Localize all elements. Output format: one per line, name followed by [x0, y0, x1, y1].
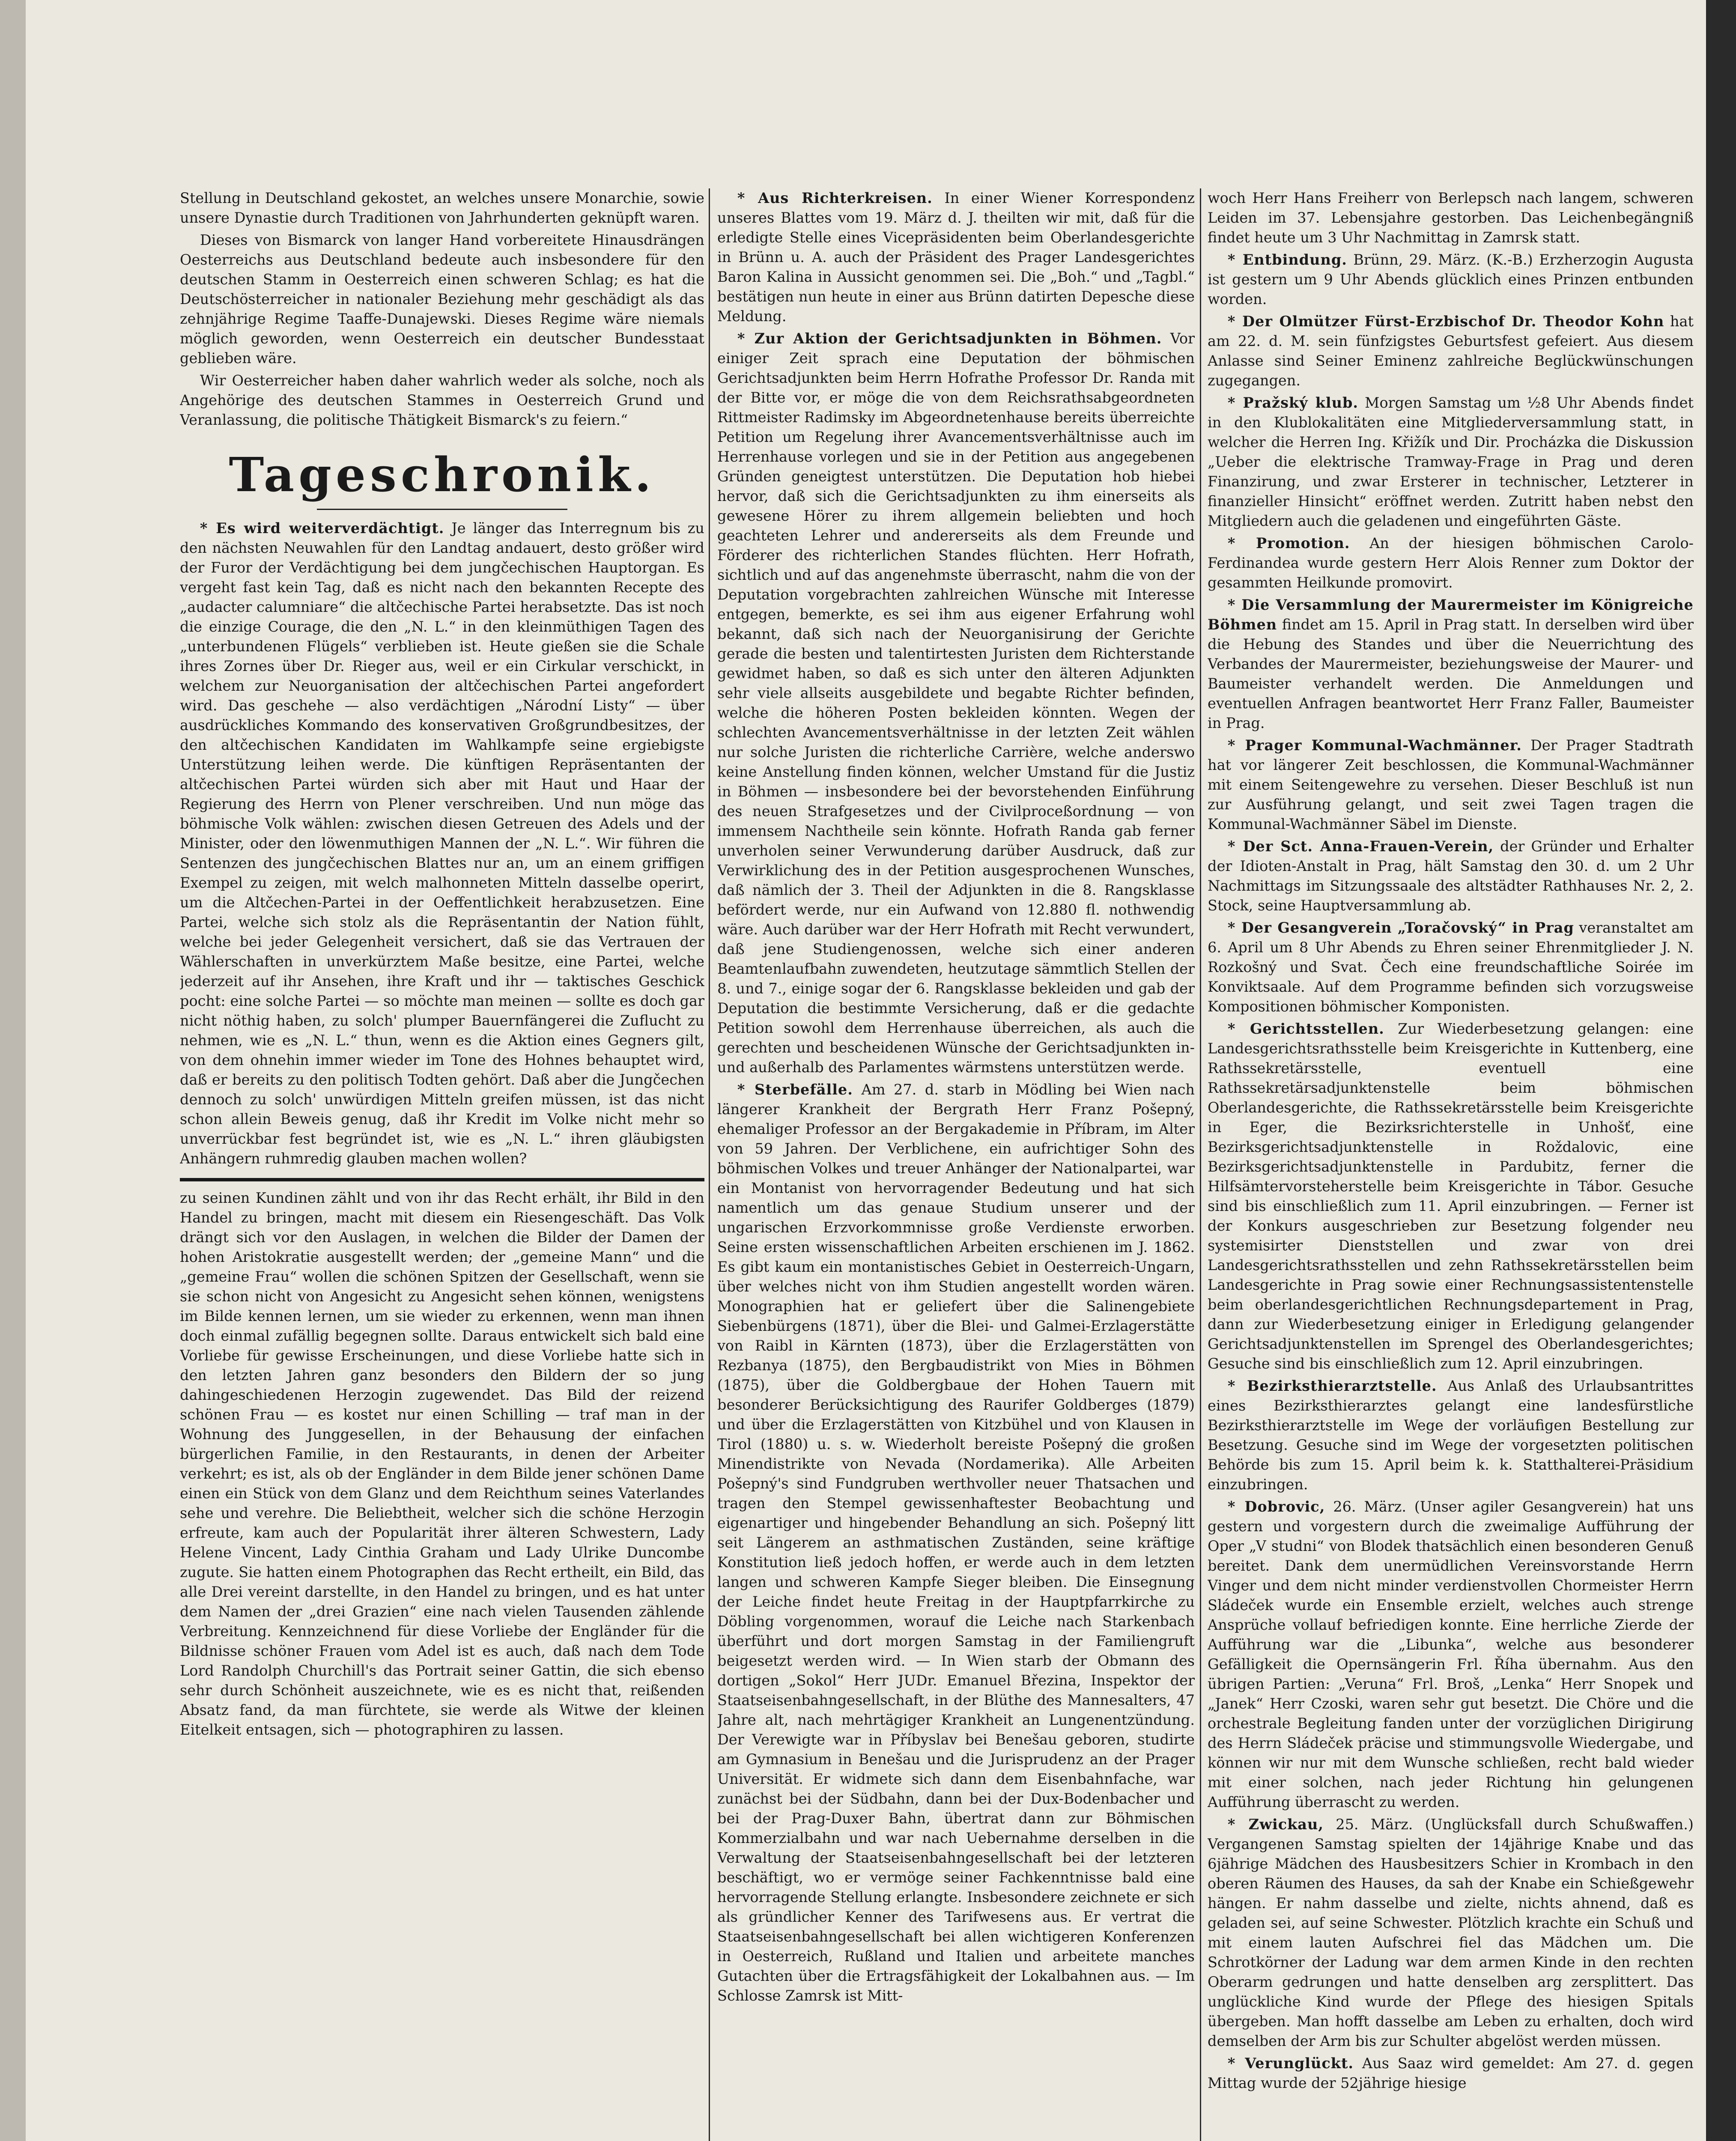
scan-edge-right — [1706, 0, 1736, 2141]
article-text: Am 27. d. starb in Mödling bei Wien nach längerer Krankheit der Bergrath Herr Franz Pošepný, ehemaliger Professor an der Bergakademie in Příbram, im Alter von 59 Jahren. Der Verblichene, ein aufrichtiger Sohn des böhmischen Volkes und treuer Anhänger der Nationalpartei, war ein Montanist von hervorragender Bedeutung und hat sich namentlich um das genaue Studium unserer und der ungarischen Erzvorkommnisse große Verdienste erworben. Seine ersten wissenschaftlichen Arbeiten erschienen im J. 1862. Es gibt kaum ein montanistisches Gebiet in Oesterreich-Ungarn, über welches nicht von ihm Studien angestellt worden wären. Monographien hat er geliefert über die Salinengebiete Siebenbürgens (1871), über die Blei- und Galmei-Erzlagerstätte von Raibl in Kärnten (1873), über die Erzlagerstätten von Rezbanya (1875), den Bergbaudistrikt von Mies in Böhmen (1875), über die Goldbergbaue der Hohen Tauern mit besonderer Berücksichtigung des Raurifer Goldberges (1879) und über die Erzlagerstätten von Kitzbühel und von Klausen in Tirol (1880) u. s. w. Wiederholt bereiste Pošepný die großen Minendistrikte von Nevada (Nordamerika). Alle Arbeiten Pošepný's sind Fundgruben werthvoller neuer Thatsachen und tragen den Stempel gewissenhaftester Beobachtung und eigenartiger und hingebender Behandlung an sich. Pošepný litt seit Längerem an asthmatischen Zuständen, seine kräftige Konstitution ließ jedoch hoffen, er werde auch in dem letzten langen und schweren Kampfe Sieger bleiben. Die Einsegnung der Leiche findet heute Freitag in der Hauptpfarrkirche zu Döbling vorgenommen, worauf die Leiche nach Starkenbach überführt und dort morgen Samstag in der Familiengruft beigesetzt werden wird. — In Wien starb der Obmann des dortigen „Sokol“ Herr JUDr. Emanuel Březina, Inspektor der Staatseisenbahngesellschaft, in der Blüthe des Mannesalters, 47 Jahre alt, nach mehrtägiger Krankheit an Lungenentzündung. Der Verewigte war in Příbyslav bei Benešau geboren, studirte am Gymnasium in Benešau und die Jurisprudenz an der Prager Universität. Er widmete sich dann dem Eisenbahnfache, war zunächst bei der Südbahn, dann bei der Dux-Bodenbacher und bei der Prag-Duxer Bahn, übertrat dann zur Böhmischen Kommerzialbahn und war nach Uebernahme derselben in die Verwaltung der Staatseisenbahngesellschaft bei der letzteren beschäftigt, wo er vermöge seiner Fachkenntnisse bald eine hervorragende Stellung erlangte. Insbesondere zeichnete er sich als gründlicher Kenner des Tarifwesens aus. Er vertrat die Staatseisenbahngesellschaft bei allen wichtigeren Konferenzen in Oesterreich, Rußland und Italien und arbeitete manches Gutachten über die Ertragsfähigkeit der Lokalbahnen aus. — Im Schlosse Zamrsk ist Mitt- — [717, 1081, 1195, 2004]
article — [1208, 393, 1694, 531]
article-text: Brünn, 29. März. (K.-B.) Erzherzogin Augusta ist gestern um 9 Uhr Abends glücklich eines Prinzen entbunden worden. — [1208, 251, 1694, 307]
article — [1208, 250, 1694, 309]
paragraph: Wir Oesterreicher haben daher wahrlich weder als solche, noch als Angehörige des deutschen Stammes in Oesterreich Grund und Veranlassung, die politische Thätigkeit Bismarck's zu feiern.“ — [180, 372, 704, 428]
article-lead: * Promotion. — [1227, 535, 1350, 552]
article-lead: * Pražský klub. — [1227, 394, 1359, 411]
article — [1208, 736, 1694, 834]
section-heading — [180, 447, 704, 510]
article-lead: * Entbindung. — [1227, 251, 1347, 268]
article-lead: * Zwickau, — [1227, 1816, 1324, 1833]
article-text: In einer Wiener Korrespondenz unseres Blattes vom 19. März d. J. theilten wir mit, daß für die erledigte Stelle eines Vicepräsidenten beim Oberlandesgerichte in Brünn u. A. auch der Präsident des Prager Landesgerichtes Baron Kalina in Aussicht genommen sei. Die „Boh.“ und „Tagbl.“ bestätigen nun heute in einer aus Brünn datirten Depesche diese Meldung. — [717, 190, 1195, 325]
column-rule-2 — [1200, 188, 1201, 2141]
separator-rule — [180, 1178, 704, 1181]
article — [1208, 1376, 1694, 1494]
article — [717, 188, 1195, 326]
article — [1208, 837, 1694, 915]
paragraph: woch Herr Hans Freiherr von Berlepsch nach langem, schweren Leiden im 37. Lebensjahre gestorben. Das Leichenbegängniß findet heute um 3 Uhr Nachmittag in Zamrsk statt. — [1208, 190, 1694, 246]
article-text: veranstaltet am 6. April um 8 Uhr Abends zu Ehren seiner Ehrenmitglieder J. N. Rozkošný und Svat. Čech eine freundschaftliche Soirée im Konviktsaale. Auf dem Programme befinden sich vorzugsweise Kompositionen böhmischer Komponisten. — [1208, 919, 1694, 1015]
article-text: Morgen Samstag um ½8 Uhr Abends findet in den Klublokalitäten eine Mitgliederversammlung statt, in welcher die Herren Ing. Křižík und Dir. Procházka die Diskussion „Ueber die elektrische Tramway-Frage in Prag und deren Finanzirung, und zwar Ersterer in technischer, Letzterer in finanzieller Hinsicht“ eröffnet werden. Zutritt haben nebst den Mitgliedern auch die geladenen und eingeführten Gäste. — [1208, 394, 1694, 529]
article-lead: * Der Sct. Anna-Frauen-Verein, — [1227, 838, 1494, 855]
article-text: Der Prager Stadtrath hat vor längerer Zeit beschlossen, die Kommunal-Wachmänner mit einem Seitengewehre zu versehen. Dieser Beschluß ist nun zur Ausführung gelangt, und seit zwei Tagen tragen die Kommunal-Wachmänner Säbel im Dienste. — [1208, 737, 1694, 832]
article-lead: * Es wird weiterverdächtigt. — [200, 520, 444, 537]
article — [1208, 595, 1694, 733]
paragraph: Dieses von Bismarck von langer Hand vorbereitete Hinausdrängen Oesterreichs aus Deutschland bedeute auch insbesondere für den deutschen Stamm in Oesterreich einen schweren Schlag; es hat die Deutschösterreicher in nationaler Beziehung mehr geschädigt als das zehnjährige Regime Taaffe-Dunajewski. Dieses Regime wäre niemals möglich geworden, wenn Oesterreich ein deutscher Bundesstaat geblieben wäre. — [180, 232, 704, 367]
article-lead: * Der Olmützer Fürst-Erzbischof Dr. Theodor Kohn — [1227, 313, 1664, 330]
article-lead: * Sterbefälle. — [737, 1081, 853, 1098]
article-text: der Gründer und Erhalter der Idioten-Anstalt in Prag, hält Samstag den 30. d. um 2 Uhr Nachmittags im Sitzungssaale des altstädter Rathhauses Nr. 2, 2. Stock, seine Hauptversammlung ab. — [1208, 838, 1694, 914]
paragraph: Stellung in Deutschland gekostet, an welches unsere Monarchie, sowie unsere Dynastie durch Traditionen von Jahrhunderten geknüpft waren. — [180, 190, 704, 226]
article-lead: * Dobrovic, — [1227, 1498, 1325, 1515]
article — [1208, 2054, 1694, 2093]
article-text: 26. März. (Unser agiler Gesangverein) hat uns gestern und vorgestern durch die zweimalige Aufführung der Oper „V studni“ von Blodek thatsächlich einen besonderen Genuß bereitet. Dank dem unermüdlichen Vereinsvorstande Herrn Vinger und dem nicht minder verdienstvollen Chormeister Herrn Sládeček wurde ein Ensemble erzielt, welches auch strenge Ansprüche vollauf befriedigen konnte. Eine herrliche Zierde der Aufführung war die „Libunka“, welche aus besonderer Gefälligkeit die Opernsängerin Frl. Říha übernahm. Aus den übrigen Partien: „Veruna“ Frl. Broš, „Lenka“ Herr Snopek und „Janek“ Herr Czoski, waren sehr gut besetzt. Die Chöre und die orchestrale Begleitung fanden unter der vorzüglichen Dirigirung des Herrn Sládeček präcise und stimmungsvolle Wiedergabe, und können wir nur mit dem Wunsche schließen, recht bald wieder mit einer solchen, nach jeder Richtung hin gelungenen Aufführung überrascht zu werden. — [1208, 1498, 1694, 1810]
article-text: findet am 15. April in Prag statt. In derselben wird über die Hebung des Standes und über die Neuerrichtung des Verbandes der Maurermeister, beziehungsweise der Maurer- und Baumeister verhandelt werden. Die Anmeldungen und eventuellen Anfragen beantwortet Herr Franz Faller, Baumeister in Prag. — [1208, 616, 1694, 731]
article — [717, 1080, 1195, 2006]
article-text: 25. März. (Unglücksfall durch Schußwaffen.) Vergangenen Samstag spielten der 14jährige Knabe und das 6jährige Mädchen des Hausbesitzers Schier in Krombach in den oberen Räumen des Hauses, da sah der Knabe ein Schießgewehr hängen. Er nahm dasselbe und zielte, nichts ahnend, daß es geladen sei, auf seine Schwester. Plötzlich krachte ein Schuß und mit einem lauten Aufschrei fiel das Mädchen um. Die Schrotkörner der Ladung war dem armen Kinde in den rechten Oberarm gedrungen und hatte denselben arg zersplittert. Das unglückliche Kind wurde der Pflege des hiesigen Spitals übergeben. Man hofft dasselbe am Leben zu erhalten, doch wird demselben der Arm bis zur Schulter abgelöst werden müssen. — [1208, 1816, 1694, 2049]
article — [1208, 918, 1694, 1017]
article-lead: * Zur Aktion der Gerichtsadjunkten in Böhmen. — [737, 330, 1162, 347]
article-text: Zur Wiederbesetzung gelangen: eine Landesgerichtsrathsstelle beim Kreisgerichte in Kuttenberg, eine Rathssekretärsstelle, eventuell eine Rathssekretärsadjunktenstelle beim böhmischen Oberlandesgerichte, die Rathssekretärsstelle beim Kreisgerichte in Eger, die Bezirksrichterstelle in Unhošť, eine Bezirksgerichtsadjunktenstelle in Roždalovic, eine Bezirksgerichtsadjunktenstelle in Pardubitz, ferner die Hilfsämtervorsteherstelle beim Kreisgerichte in Tábor. Gesuche sind bis einschließlich zum 11. April einzubringen. — Ferner ist der Konkurs ausgeschrieben zur Besetzung folgender neu systemisirter Dienststellen und zwar von drei Landesgerichtsrathsstellen und zehn Rathssekretärsstellen beim Landesgerichte in Prag sowie einer Rechnungsassistentenstelle beim oberlandesgerichtlichen Rechnungsdepartement in Prag, dann zur Wiederbesetzung einiger in Erledigung gelangender Gerichtsadjunktenstellen im Sprengel des Oberlandesgerichtes; Gesuche sind bis einschließlich zum 12. April einzubringen. — [1208, 1020, 1694, 1372]
article-text: Aus Saaz wird gemeldet: Am 27. d. gegen Mittag wurde der 52jährige hiesige — [1208, 2055, 1694, 2091]
article — [1208, 1497, 1694, 1812]
article — [1208, 534, 1694, 593]
article-lead: * Verunglückt. — [1227, 2055, 1354, 2072]
article — [180, 519, 704, 1169]
column-rule-1 — [709, 188, 710, 2141]
column-2 — [717, 188, 1195, 2141]
article-text: An der hiesigen böhmischen Carolo-Ferdinandea wurde gestern Herr Alois Renner zum Doktor der gesammten Heilkunde promovirt. — [1208, 535, 1694, 591]
article-lead: * Gerichtsstellen. — [1227, 1020, 1384, 1037]
article-text: hat am 22. d. M. sein fünfzigstes Geburtsfest gefeiert. Aus diesem Anlasse sind Seiner Eminenz zahlreiche Beglückwünschungen zugegangen. — [1208, 313, 1694, 389]
scan-edge-left — [0, 0, 26, 2141]
article-text: Aus Anlaß des Urlaubsantrittes eines Bezirksthierarztes gelangt eine landesfürstliche Bezirksthierarztstelle im Wege der vorläufigen Bestellung zur Besetzung. Gesuche sind im Wege der vorgesetzten politischen Behörde bis zum 15. April beim k. k. Statthalterei-Präsidium einzubringen. — [1208, 1378, 1694, 1493]
article-lead: * Prager Kommunal-Wachmänner. — [1227, 737, 1522, 754]
article-lead: * Aus Richterkreisen. — [737, 190, 933, 206]
paragraph: zu seinen Kundinen zählt und von ihr das Recht erhält, ihr Bild in den Handel zu bringen, macht mit diesem ein Riesengeschäft. Das Volk drängt sich vor den Auslagen, in welchen die Bilder der Damen der hohen Aristokratie ausgestellt werden; der „gemeine Mann“ und die „gemeine Frau“ wollen die schönen Spitzen der Gesellschaft, wenn sie sie schon nicht von Angesicht zu Angesicht sehen können, wenigstens im Bilde kennen lernen, um sie wieder zu erkennen, wenn man ihnen doch einmal zufällig begegnen sollte. Daraus entwickelt sich bald eine Vorliebe für gewisse Erscheinungen, und diese Vorliebe hatte sich in den letzten Jahren ganz besonders den Bildern der so jung dahingeschiedenen Herzogin zugewendet. Das Bild der reizend schönen Frau — es kostet nur einen Schilling — traf man in der Wohnung des Junggesellen, in der Behausung der einfachen bürgerlichen Familie, in den Restaurants, in denen der Arbeiter verkehrt; es ist, als ob der Engländer in dem Bilde jener schönen Dame einen ein Stück von dem Glanz und dem Reichthum seines Vaterlandes sehe und verehre. Die Beliebtheit, welcher sich die schöne Herzogin erfreute, kam auch der Popularität ihrer älteren Schwestern, Lady Helene Vincent, Lady Cinthia Graham und Lady Ulrike Duncombe zugute. Sie hatten einem Photographen das Recht ertheilt, ein Bild, das alle Drei vereint darstellte, in den Handel zu bringen, und es hat unter dem Namen der „drei Grazien“ eine nach vielen Tausenden zählende Verbreitung. Kennzeichnend für diese Vorliebe der Engländer für die Bildnisse schöner Frauen vom Adel ist es auch, daß nach dem Tode Lord Randolph Churchill's das Portrait seiner Gattin, die sich ebenso sehr durch Schönheit auszeichnete, wie es es nicht that, reißenden Absatz fand, da man fürchtete, sie werde als Witwe der kleinen Eitelkeit entsagen, sich — photographiren zu lassen. — [180, 1190, 704, 1738]
article-text: Je länger das Interregnum bis zu den nächsten Neuwahlen für den Landtag andauert, desto größer wird der Furor der Verdächtigung bei dem jungčechischen Hauptorgan. Es vergeht fast kein Tag, daß es nicht nach den bekannten Recepte des „audacter calumniare“ die altčechische Partei herabsetzte. Das ist noch die einzige Courage, die den „N. L.“ in den kleinmüthigen Tagen des „unterbundenen Flügels“ verblieben ist. Heute gießen sie die Schale ihres Zornes über Dr. Rieger aus, weil er ein Cirkular verschickt, in welchem zur Neuorganisation der altčechischen Partei angefordert wird. Das geschehe — also verdächtigen „Národní Listy“ — über ausdrückliches Kommando des konservativen Großgrundbesitzes, der den altčechischen Kandidaten im Wahlkampfe seine ergiebigste Unterstützung leihen werde. Die künftigen Repräsentanten der altčechischen Partei würden sich aber mit Haut und Haar der Regierung des Herrn von Plener verschreiben. Und nun möge das böhmische Volk wählen: zwischen diesen Getreuen des Adels und der Minister, oder den löwenmuthigen Mannen der „N. L.“. Wir führen die Sentenzen des jungčechischen Blattes nur an, um an einem griffigen Exempel zu zeigen, mit welch malhonneten Mitteln dasselbe operirt, um die Altčechen-Partei in der Oeffentlichkeit herabzusetzen. Eine Partei, welche sich stolz als die Repräsentantin der Nation fühlt, welche bei jeder Gelegenheit versichert, daß sie das Vertrauen der Wählerschaften in unverkürztem Maße besitze, eine Partei, welche jederzeit auf ihr Ansehen, ihre Kraft und ihr — taktisches Geschick pocht: eine solche Partei — so möchte man meinen — sollte es doch gar nicht nöthig haben, zu solch' plumper Bauernfängerei die Zuflucht zu nehmen, wie es „N. L.“ thun, wenn es die Aktion eines Gegners gilt, von dem ohnehin immer wieder im Tone des Hohnes behauptet wird, daß er bereits zu den politisch Todten gehört. Daß aber die Jungčechen dennoch zu solch' unwürdigen Mitteln greifen müssen, ist das nicht schon allein Beweis genug, daß ihr Kredit im Volke nicht mehr so unverrückbar fest begründet ist, wie es „N. L.“ ihren gläubigsten Anhängern ruhmredig glauben machen wollen? — [180, 520, 704, 1167]
article-lead: * Die Versammlung der Maurermeister im Königreiche Böhmen — [1208, 596, 1694, 633]
article — [717, 329, 1195, 1077]
article — [1208, 1815, 1694, 2051]
article-lead: * Der Gesangverein „Toračovský“ in Prag — [1227, 919, 1574, 936]
column-1 — [180, 188, 704, 2141]
article-text: Vor einiger Zeit sprach eine Deputation der böhmischen Gerichtsadjunkten beim Herrn Hofrathe Professor Dr. Randa mit der Bitte vor, er möge die von dem Reichsrathsabgeordneten Rittmeister Radimsky im Abgeordnetenhause bereits überreichte Petition um Regelung ihrer Avancementsverhältnisse auch im Herrenhause vorlegen und sie in der Petition aus angegebenen Gründen geneigtest unterstützen. Die Deputation hob hiebei hervor, daß sich die Gerichtsadjunkten zu ihm einerseits als gewesene Hörer zu ihrem allgemein beliebten und hoch geachteten Lehrer und andererseits als dem Freunde und Förderer des richterlichen Standes flüchten. Herr Hofrath, sichtlich und auf das angenehmste überrascht, nahm die von der Deputation vorgebrachten zahlreichen Wünsche mit Interesse entgegen, bemerkte, es sei ihm aus eigener Erfahrung wohl bekannt, daß sich nach der Neuorganisirung der Gerichte gerade die besten und talentirtesten Juristen dem Richterstande gewidmet haben, so daß es sich unter den älteren Adjunkten sehr viele allseits ausgebildete und begabte Richter befinden, welche die höheren Posten bekleiden könnten. Wegen der schlechten Avancementsverhältnisse in der letzten Zeit wählen nur solche Juristen die richterliche Carrière, welche anderswo keine Anstellung finden können, welcher Umstand für die Justiz in Böhmen — insbesondere bei der bevorstehenden Einführung des neuen Strafgesetzes und der Civilproceßordnung — von immensem Nachtheile sein könnte. Hofrath Randa gab ferner unverholen seiner Verwunderung darüber Ausdruck, daß zur Verwirklichung des in der Petition ausgesprochenen Wunsches, daß nämlich der 3. Theil der Adjunkten in die 8. Rangsklasse befördert werde, nur ein Aufwand von 12.880 fl. nothwendig wäre. Auch darüber war der Herr Hofrath mit Recht verwundert, daß jene Studiengenossen, welche sich einer anderen Beamtenlaufbahn zuwendeten, heutzutage sämmtlich Stellen der 8. und 7., einige sogar der 6. Rangsklasse bekleiden und gab der Deputation die bestimmte Versicherung, daß er die gedachte Petition sowohl dem Herrenhause überreichen, als auch die gerechten und bescheidenen Wünsche der Gerichtsadjunkten in- und außerhalb des Parlamentes wärmstens unterstützen werde. — [717, 330, 1195, 1076]
section-heading-text: Tageschronik. — [229, 447, 656, 502]
article — [1208, 312, 1694, 391]
article-lead: * Bezirksthierarztstelle. — [1227, 1378, 1437, 1394]
column-3 — [1208, 188, 1694, 2141]
heading-underline — [317, 509, 567, 510]
article — [1208, 1019, 1694, 1374]
